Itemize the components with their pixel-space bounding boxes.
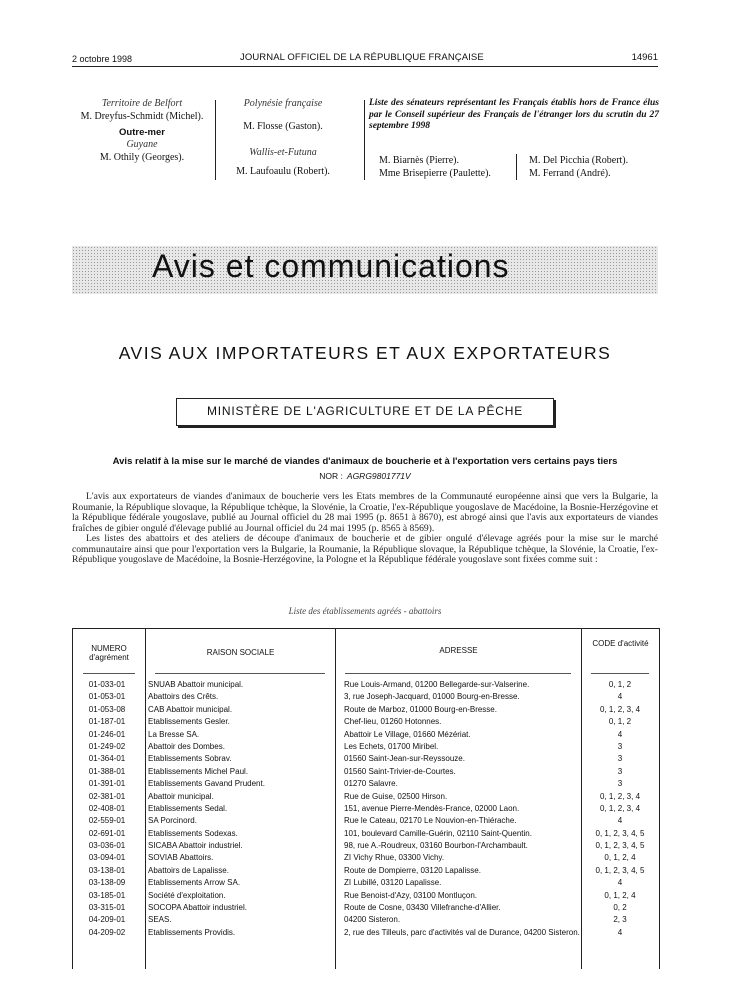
- row-raison-sociale: SOCOPA Abattoir industriel.: [148, 903, 248, 913]
- row-raison-sociale: SA Porcinord.: [148, 816, 197, 826]
- row-adresse: Route de Marboz, 01000 Bourg-en-Bresse.: [344, 704, 497, 714]
- row-numero: 04-209-02: [88, 927, 126, 937]
- row-numero: 01-246-01: [88, 729, 126, 739]
- row-code: 0, 1, 2, 4: [604, 890, 636, 900]
- table-row: [72, 866, 658, 878]
- row-raison-sociale: Société d'exploitation.: [148, 890, 226, 900]
- header-separator: [345, 673, 571, 674]
- paragraph: Les listes des abattoirs et des ateliers de découpe d'animaux de boucherie et de gibier ongulé d'élevage agréés pour la mise sur le marché communautaire ainsi que pour l'exportation vers la Bulgarie, la Roumanie, la République slovaque, la République tchèque, la Slovénie, la Croatie, l'ex-République yougoslave de Macédoine, la Bosnie-Herzégovine, la Pologne et la République fédérale yougoslave sont fixées comme suit :: [72, 533, 658, 565]
- row-raison-sociale: Etablissements Sodexas.: [148, 828, 238, 838]
- row-code: 2, 3: [613, 915, 627, 925]
- senators-block: [72, 98, 658, 188]
- column-divider: [516, 154, 517, 180]
- row-raison-sociale: Abattoir des Dombes.: [148, 741, 225, 751]
- header-adresse: ADRESSE: [439, 646, 478, 655]
- row-adresse: Les Echets, 01700 Miribel.: [344, 741, 439, 751]
- row-code: 0, 2: [613, 903, 627, 913]
- table-row: [72, 680, 658, 692]
- row-code: 4: [617, 927, 623, 937]
- row-numero: 03-138-01: [88, 865, 126, 875]
- senator-abroad: M. Ferrand (André).: [529, 168, 611, 179]
- row-adresse: 01560 Saint-Jean-sur-Reyssouze.: [344, 754, 465, 764]
- row-adresse: 101, boulevard Camille-Guérin, 02110 Saint-Quentin.: [344, 828, 532, 838]
- row-numero: 01-033-01: [88, 680, 126, 689]
- table-row: [72, 816, 658, 828]
- table-row: [72, 779, 658, 791]
- table-row: [72, 730, 658, 742]
- row-adresse: Route de Cosne, 03430 Villefranche-d'Allier.: [344, 903, 501, 913]
- table-row: [72, 742, 658, 754]
- row-code: 3: [617, 779, 623, 789]
- outremer-heading: Outre-mer: [119, 127, 165, 138]
- row-code: 4: [617, 878, 623, 888]
- table-row: [72, 841, 658, 853]
- column-divider: [364, 100, 365, 180]
- senator-abroad: Mme Brisepierre (Paulette).: [379, 168, 491, 179]
- row-numero: 02-559-01: [88, 816, 126, 826]
- row-numero: 03-185-01: [88, 890, 126, 900]
- paragraph: L'avis aux exportateurs de viandes d'animaux de boucherie vers les Etats membres de la Communauté européenne ainsi que vers la Bulgarie, la Roumanie, la République slovaque, la République tchèque, la Slovénie, la Croatie, l'ex-République yougoslave de Macédoine, la Bosnie-Herzégovine et la République fédérale yougoslave, publié au Journal officiel du 28 mai 1995 (p. 8651 à 8670), est abrogé ainsi que l'avis aux exportateurs de viandes fraîches de gibier ongulé d'élevage publié au Journal officiel du 24 mai 1995 (p. 8565 à 8569).: [72, 491, 658, 534]
- row-adresse: Route de Dompierre, 03120 Lapalisse.: [344, 865, 481, 875]
- row-code: 0, 1, 2, 3, 4: [599, 803, 641, 813]
- senator-abroad: M. Del Picchia (Robert).: [529, 155, 629, 166]
- senator-polynesie: M. Flosse (Gaston).: [243, 121, 323, 132]
- row-raison-sociale: CAB Abattoir municipal.: [148, 704, 233, 714]
- abroad-list-title: Liste des sénateurs représentant les Français établis hors de France élus par le Conseil supérieur des Français de l'étranger lors du scrutin du 27 septembre 1998: [369, 98, 659, 131]
- row-numero: 01-249-02: [88, 741, 126, 751]
- row-numero: 02-381-01: [88, 791, 126, 801]
- senator-belfort: M. Dreyfus-Schmidt (Michel).: [80, 111, 204, 122]
- row-code: 0, 1, 2, 3, 4, 5: [595, 828, 645, 838]
- row-raison-sociale: Abattoirs des Crêts.: [148, 692, 219, 702]
- table-body: [72, 680, 658, 940]
- row-numero: 03-094-01: [88, 853, 126, 863]
- senators-column-1: [72, 98, 212, 164]
- region-polynesie: Polynésie française: [243, 98, 323, 109]
- nor-reference: [72, 471, 658, 481]
- region-belfort: Territoire de Belfort: [101, 98, 183, 109]
- row-numero: 01-388-01: [88, 766, 126, 776]
- table-row: [72, 717, 658, 729]
- nor-code: AGRG9801771V: [346, 471, 411, 481]
- row-code: 0, 1, 2, 3, 4: [599, 704, 641, 714]
- row-code: 4: [617, 729, 623, 739]
- row-adresse: Rue Louis-Armand, 01200 Bellegarde-sur-Valserine.: [344, 680, 530, 689]
- row-adresse: 01270 Salavre.: [344, 779, 398, 789]
- row-code: 0, 1, 2, 3, 4: [599, 791, 641, 801]
- senators-column-2: [222, 98, 344, 178]
- row-raison-sociale: Etablissements Sedal.: [148, 803, 228, 813]
- table-row: [72, 705, 658, 717]
- row-adresse: ZI Vichy Rhue, 03300 Vichy.: [344, 853, 445, 863]
- abroad-col-2: [529, 154, 628, 180]
- row-numero: 01-364-01: [88, 754, 126, 764]
- ministry-name: MINISTÈRE DE L'AGRICULTURE ET DE LA PÊCHE: [206, 404, 524, 418]
- region-guyane: Guyane: [126, 139, 158, 150]
- row-adresse: Abattoir Le Village, 01660 Mézériat.: [344, 729, 471, 739]
- table-row: [72, 829, 658, 841]
- row-code: 3: [617, 741, 623, 751]
- row-raison-sociale: Abattoir municipal.: [148, 791, 214, 801]
- row-code: 3: [617, 754, 623, 764]
- row-numero: 03-036-01: [88, 841, 126, 851]
- row-adresse: 2, rue des Tilleuls, parc d'activités val de Durance, 04200 Sisteron.: [344, 927, 580, 937]
- row-adresse: 151, avenue Pierre-Mendès-France, 02000 Laon.: [344, 803, 520, 813]
- row-adresse: Chef-lieu, 01260 Hotonnes.: [344, 717, 442, 727]
- issue-date: 2 octobre 1998: [72, 54, 133, 64]
- row-adresse: Rue le Cateau, 02170 Le Nouvion-en-Thiérache.: [344, 816, 517, 826]
- row-adresse: 3, rue Joseph-Jacquard, 01000 Bourg-en-Bresse.: [344, 692, 520, 702]
- header-separator: [591, 673, 649, 674]
- senators-abroad: [369, 98, 659, 179]
- row-raison-sociale: SEAS.: [148, 915, 172, 925]
- row-raison-sociale: Etablissements Michel Paul.: [148, 766, 249, 776]
- header-separator: [83, 673, 135, 674]
- row-raison-sociale: SNUAB Abattoir municipal.: [148, 680, 244, 689]
- row-adresse: ZI Lubillé, 03120 Lapalisse.: [344, 878, 442, 888]
- row-code: 0, 1, 2: [608, 717, 632, 727]
- header-rule: [72, 66, 658, 67]
- row-raison-sociale: SOVIAB Abattoirs.: [148, 853, 214, 863]
- row-adresse: 04200 Sisteron.: [344, 915, 401, 925]
- journal-title: JOURNAL OFFICIEL DE LA RÉPUBLIQUE FRANÇAISE: [240, 52, 484, 63]
- row-code: 3: [617, 766, 623, 776]
- banner-title: Avis et communications: [152, 248, 510, 284]
- row-numero: 01-053-01: [88, 692, 126, 702]
- header-numero: NUMERO d'agrément: [89, 644, 129, 662]
- row-adresse: 01560 Saint-Trivier-de-Courtes.: [344, 766, 456, 776]
- table-row: [72, 903, 658, 915]
- page-header: [72, 52, 658, 66]
- row-numero: 01-187-01: [88, 717, 126, 727]
- table-row: [72, 915, 658, 927]
- row-code: 0, 1, 2, 3, 4, 5: [595, 865, 645, 875]
- row-raison-sociale: Abattoirs de Lapalisse.: [148, 865, 229, 875]
- abroad-col-1: [379, 154, 491, 180]
- row-code: 4: [617, 692, 623, 702]
- row-raison-sociale: SICABA Abattoir industriel.: [148, 841, 243, 851]
- row-raison-sociale: Etablissements Arrow SA.: [148, 878, 241, 888]
- table-row: [72, 878, 658, 890]
- row-numero: 03-138-09: [88, 878, 126, 888]
- row-raison-sociale: Etablissements Sobrav.: [148, 754, 232, 764]
- row-adresse: Rue de Guise, 02500 Hirson.: [344, 791, 448, 801]
- row-raison-sociale: Etablissements Gesler.: [148, 717, 230, 727]
- row-numero: 02-691-01: [88, 828, 126, 838]
- table-row: [72, 891, 658, 903]
- row-code: 4: [617, 816, 623, 826]
- nor-label: NOR :: [319, 471, 343, 481]
- senator-guyane: M. Othily (Georges).: [99, 152, 185, 163]
- row-raison-sociale: Etablissements Providis.: [148, 927, 236, 937]
- senator-abroad: M. Biarnès (Pierre).: [379, 155, 459, 166]
- header-separator: [155, 673, 325, 674]
- notice-title: Avis relatif à la mise sur le marché de viandes d'animaux de boucherie et à l'exportation vers certains pays tiers: [112, 456, 618, 467]
- header-code: CODE d'activité: [592, 639, 649, 648]
- row-raison-sociale: La Bresse SA.: [148, 729, 200, 739]
- table-row: [72, 853, 658, 865]
- row-adresse: 98, rue A.-Roudreux, 03160 Bourbon-l'Archambault.: [344, 841, 528, 851]
- table-row: [72, 804, 658, 816]
- row-numero: 01-053-08: [88, 704, 126, 714]
- row-numero: 03-315-01: [88, 903, 126, 913]
- table-row: [72, 767, 658, 779]
- row-numero: 01-391-01: [88, 779, 126, 789]
- row-code: 0, 1, 2, 3, 4, 5: [595, 841, 645, 851]
- section-title: AVIS AUX IMPORTATEURS ET AUX EXPORTATEURS: [118, 343, 612, 363]
- page-number: 14961: [631, 52, 658, 63]
- row-code: 0, 1, 2, 4: [604, 853, 636, 863]
- region-wallis: Wallis-et-Futuna: [249, 147, 317, 158]
- row-raison-sociale: Etablissements Gavand Prudent.: [148, 779, 265, 789]
- header-raison-sociale: RAISON SOCIALE: [206, 648, 275, 657]
- table-row: [72, 928, 658, 940]
- row-numero: 02-408-01: [88, 803, 126, 813]
- notice-body: [72, 492, 658, 566]
- senator-wallis: M. Laufoaulu (Robert).: [236, 166, 330, 177]
- row-adresse: Rue Benoist-d'Azy, 03100 Montluçon.: [344, 890, 478, 900]
- table-row: [72, 754, 658, 766]
- column-divider: [215, 100, 216, 180]
- row-code: 0, 1, 2: [608, 680, 632, 689]
- table-row: [72, 792, 658, 804]
- row-numero: 04-209-01: [88, 915, 126, 925]
- table-caption: Liste des établissements agréés - abattoirs: [288, 606, 442, 616]
- table-row: [72, 692, 658, 704]
